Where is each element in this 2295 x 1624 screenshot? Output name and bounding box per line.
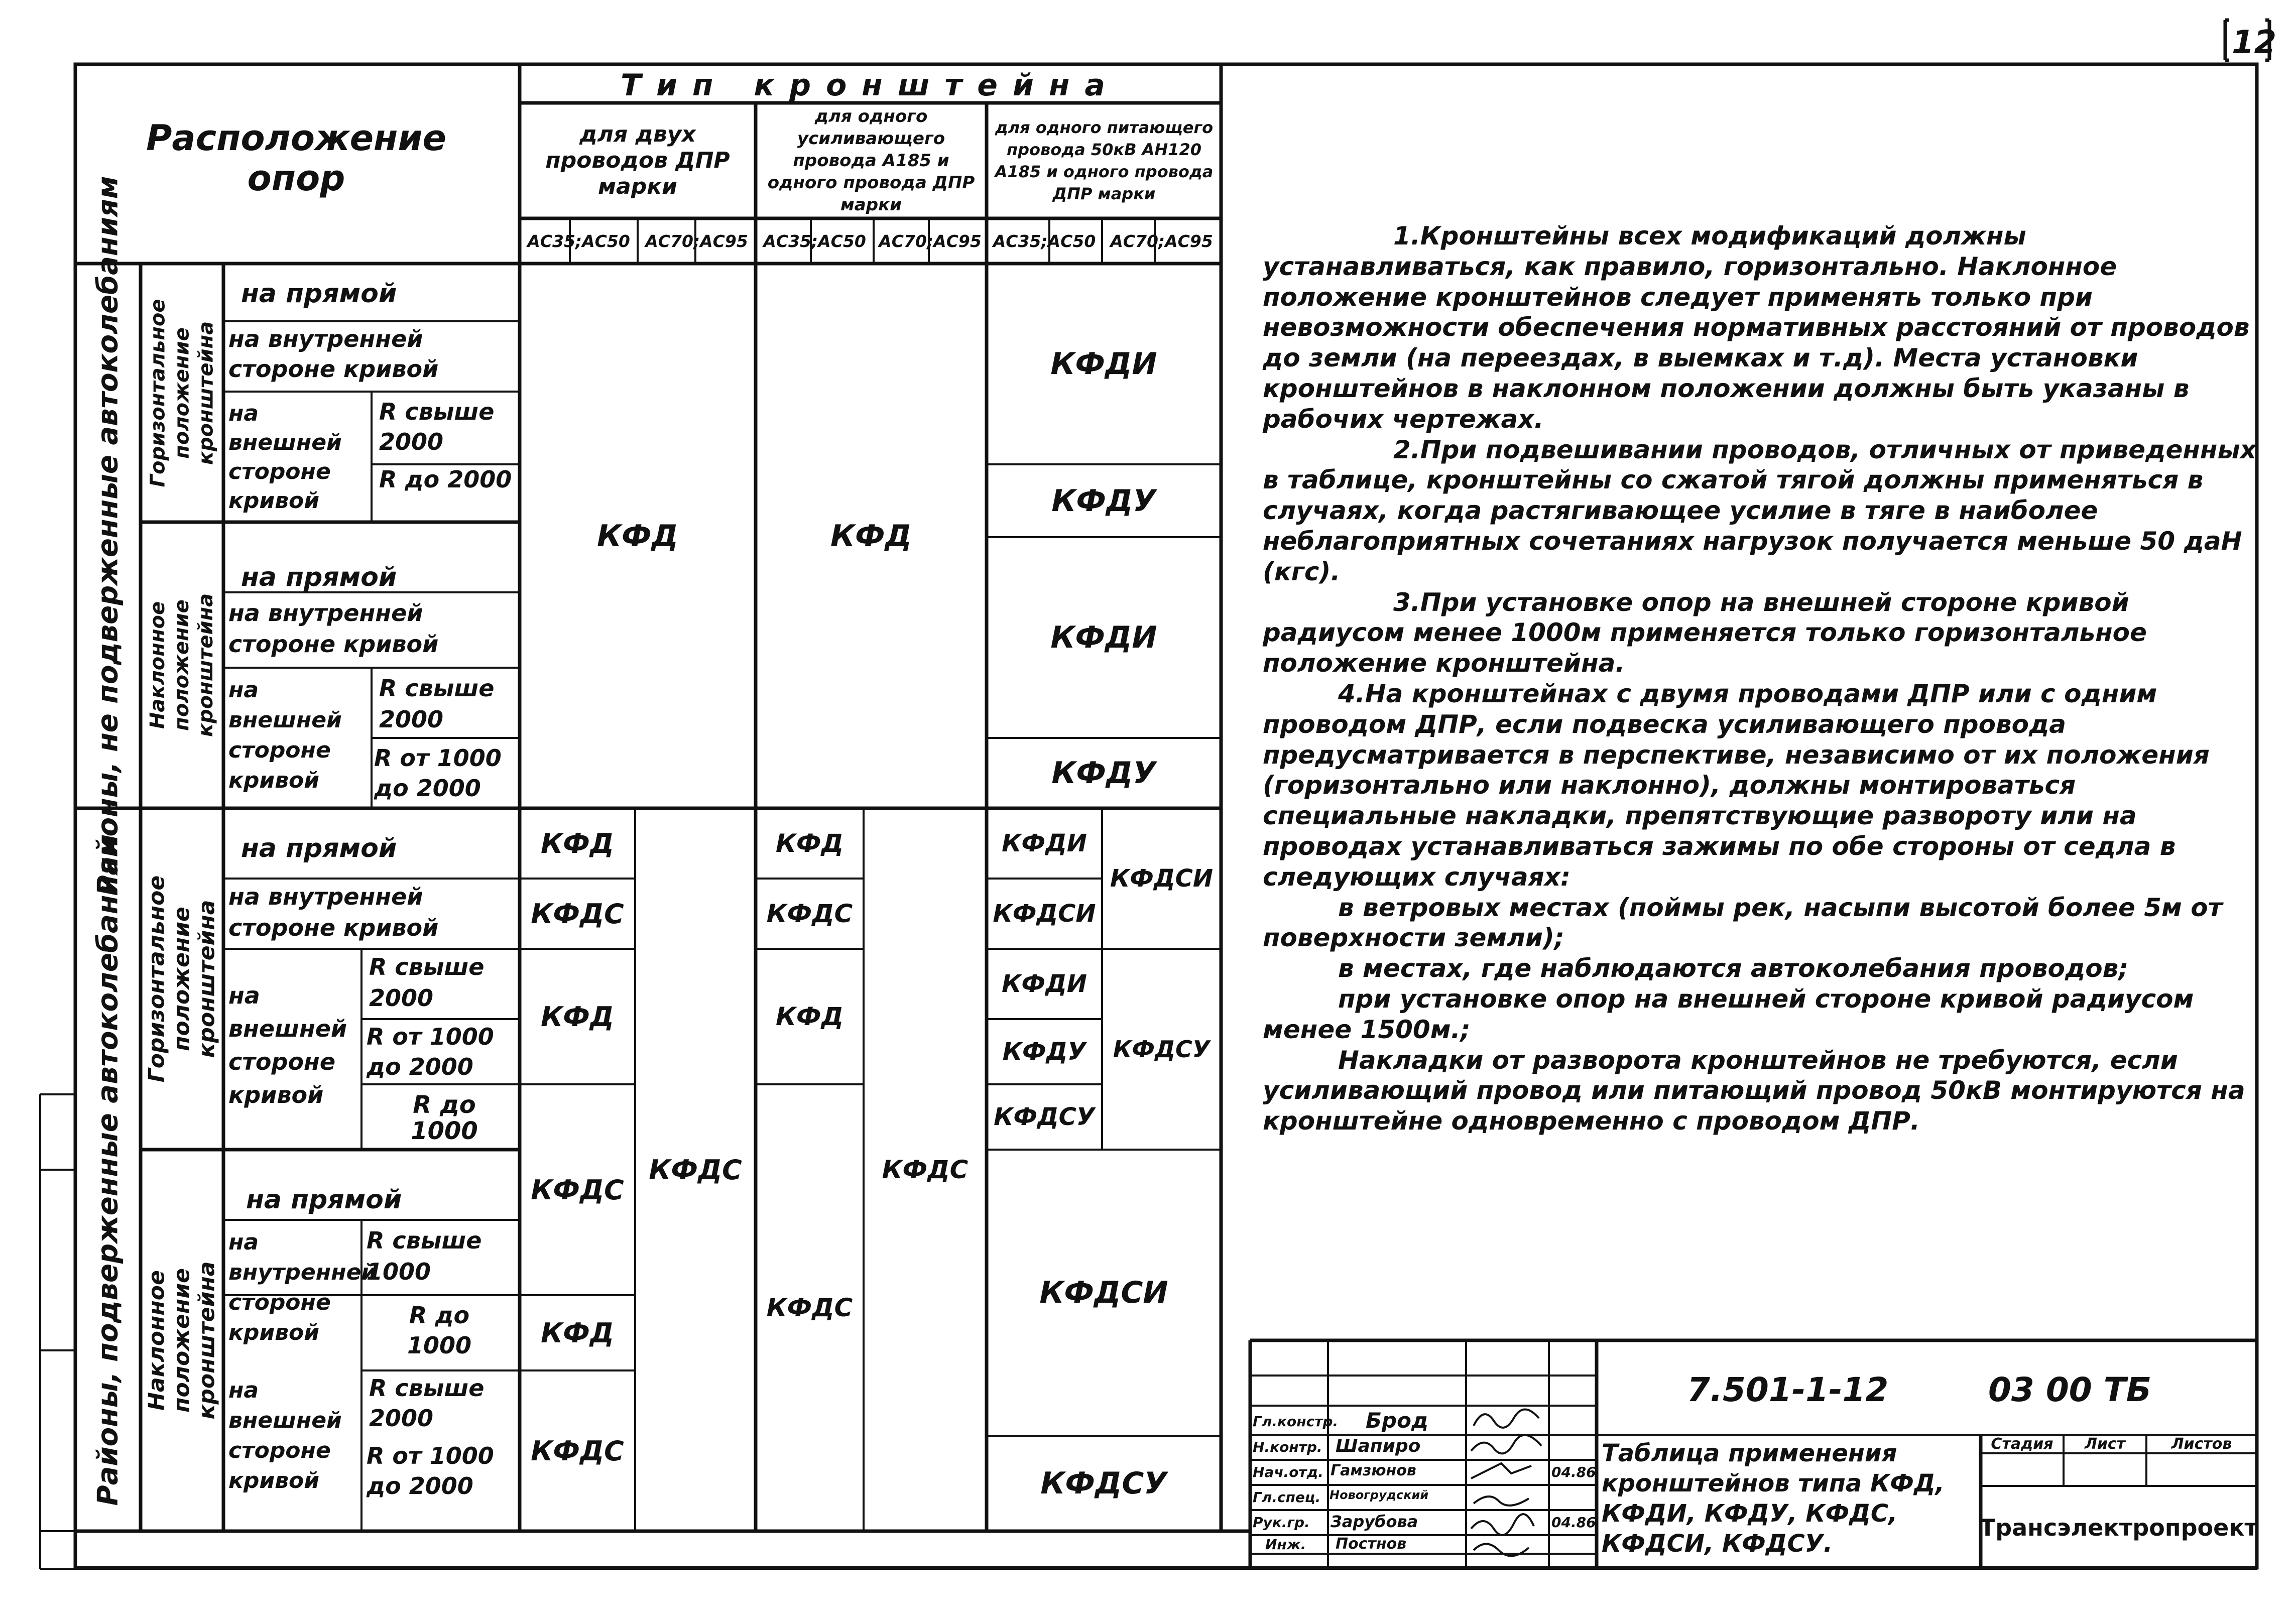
cell-code: КФДС	[766, 899, 853, 928]
horizontal-label: Горизонтальное положение кронштейна	[144, 875, 220, 1083]
cell-code: КФДИ	[1050, 346, 1157, 382]
wire-mark: АС35;АС50	[763, 231, 866, 251]
row-outer-curve: на внешней стороне кривой	[228, 1378, 342, 1493]
row-r-to-1000: R до 1000	[407, 1302, 472, 1359]
role: Рук.гр.	[1253, 1514, 1310, 1531]
col-group-feeding: для одного питающего провода 50кВ АН120 А185 и одного провода ДПР марки	[995, 118, 1214, 203]
horizontal-label: Горизонтальное положение кронштейна	[146, 299, 218, 487]
title-text: Таблица применения кронштейнов типа КФД, КФДИ, КФДУ, КФДС, КФДСИ, КФДСУ.	[1602, 1439, 1945, 1558]
row-outer-curve: на внешней стороне кривой	[228, 401, 342, 514]
person-name: Зарубова	[1331, 1512, 1418, 1531]
row-r-to-1000: R до 1000	[411, 1091, 478, 1145]
row-outer-curve: на внешней стороне кривой	[228, 677, 342, 793]
cell-code: КФД	[541, 1317, 614, 1349]
note: при установке опор на внешней стороне кривой радиусом менее 1500м.;	[1263, 984, 2194, 1044]
row-straight: на прямой	[241, 279, 397, 309]
row-r-over-1000: R свыше 1000	[367, 1227, 482, 1285]
zone-oscillation-label: Районы, подверженные автоколебаниям	[91, 834, 125, 1506]
note: 4.На кронштейнах с двумя проводами ДПР или с одним проводом ДПР, если подвеска усиливающего провода предусматривается в перспективе, независимо от их положения (горизонтально или наклонно), должны монтироваться специальные накладки, препятствующие развороту или на проводах устанавливаться зажимы по обе стороны от седла в следующих случаях:	[1263, 679, 2210, 892]
cell-code: КФД	[597, 518, 678, 554]
sheets-label: Листов	[2171, 1435, 2232, 1453]
row-inner-curve: на внутренней стороне кривой	[228, 883, 439, 941]
cell-code: КФДИ	[1050, 620, 1157, 655]
col-group-two-dpr: для двух проводов ДПР марки	[545, 121, 730, 199]
wire-mark: АС35;АС50	[993, 231, 1096, 251]
note: 2.При подвешивании проводов, отличных от приведенных в таблице, кронштейны со сжатой тягой должны применяться в случаях, когда растягивающее усилие в тяге в наиболее неблагоприятных сочетаниях нагрузок получается меньше 50 даН (кгс).	[1263, 435, 2256, 586]
cell-code: КФДИ	[1002, 970, 1087, 998]
row-r-to-2000: R до 2000	[379, 466, 512, 493]
inclined-label: Наклонное положение кронштейна	[146, 593, 218, 737]
organization: Трансэлектропроект	[1979, 1514, 2258, 1541]
wire-mark: АС35;АС50	[527, 231, 630, 251]
cell-code: КФДУ	[1002, 1038, 1086, 1066]
cell-code: КФДСИ	[1039, 1275, 1168, 1310]
cell-code: КФД	[776, 1002, 843, 1031]
wire-mark: АС70;АС95	[1110, 231, 1213, 251]
note: 3.При установке опор на внешней стороне кривой радиусом менее 1000м применяется только горизонтальное положение кронштейна.	[1263, 587, 2147, 678]
row-r-1000-2000: R от 1000 до 2000	[367, 1442, 494, 1500]
row-r-over-2000: R свыше 2000	[379, 675, 495, 733]
cell-code: КФД	[541, 1001, 614, 1033]
inclined-label: Наклонное положение кронштейна	[144, 1261, 220, 1420]
row-straight: на прямой	[241, 562, 397, 592]
role: Гл.спец.	[1253, 1489, 1321, 1506]
cell-code: КФДСУ	[994, 1103, 1095, 1131]
row-straight: на прямой	[241, 833, 397, 863]
cell-code: КФДИ	[1002, 829, 1087, 857]
col-group-reinforcing: для одного усиливающего провода А185 и одного провода ДПР марки	[767, 106, 975, 215]
wire-mark: АС70;АС95	[645, 231, 748, 251]
note: в ветровых местах (поймы рек, насыпи высотой более 5м от поверхности земли);	[1263, 893, 2223, 953]
note: 1.Кронштейны всех модификаций должны устанавливаться, как правило, горизонтально. Наклонное положение кронштейнов следует применять только при невозможности обеспечения нормативных расстояний от проводов до земли (на переездах, в выемках и т.д). Места установки кронштейнов в наклонном положении должны быть указаны в рабочих чертежах.	[1263, 221, 2250, 434]
row-inner-curve: на внутренней стороне кривой	[228, 599, 439, 658]
row-r-over-2000: R свыше 2000	[369, 953, 485, 1012]
page-number: 12	[2232, 24, 2277, 61]
row-r-1000-2000: R от 1000 до 2000	[367, 1023, 494, 1080]
sheet-code: 03 00 ТБ	[1988, 1370, 2151, 1409]
cell-code: КФДС	[766, 1293, 853, 1322]
sheet-label: Лист	[2084, 1435, 2126, 1453]
stage-label: Стадия	[1991, 1435, 2054, 1453]
role: Инж.	[1265, 1536, 1306, 1553]
cell-code: КФДСУ	[1113, 1036, 1211, 1063]
type-title: Тип кронштейна	[621, 68, 1120, 103]
cell-code: КФДС	[882, 1155, 969, 1184]
cell-code: КФДСИ	[993, 900, 1096, 928]
person-name: Шапиро	[1336, 1436, 1421, 1456]
wire-mark: АС70;АС95	[879, 231, 982, 251]
doc-code: 7.501-1-12	[1687, 1370, 1889, 1409]
zone-no-oscillation-label: Районы, не подверженные автоколебаниям	[91, 176, 125, 896]
location-title: Расположение опор	[146, 117, 446, 199]
cell-code: КФДУ	[1051, 756, 1156, 791]
row-r-over-2000: R свыше 2000	[369, 1375, 485, 1432]
person-name: Новогрудский	[1330, 1488, 1429, 1502]
note: Накладки от разворота кронштейнов не требуются, если усиливающий провод или питающий провод 50кВ монтируются на кронштейне одновременно с проводом ДПР.	[1263, 1045, 2245, 1136]
cell-code: КФДУ	[1051, 483, 1156, 519]
cell-code: КФДС	[649, 1154, 742, 1186]
role: Гл.констр.	[1253, 1413, 1339, 1430]
row-inner-curve-short: на внутренней стороне кривой	[228, 1229, 377, 1345]
person-name: Постнов	[1336, 1535, 1407, 1553]
cell-code: КФД	[541, 827, 614, 859]
cell-code: КФДСИ	[1110, 864, 1213, 893]
cell-code: КФД	[830, 518, 912, 554]
row-r-over-2000: R свыше 2000	[379, 398, 495, 455]
cell-code: КФДС	[531, 1174, 624, 1206]
person-name: Гамзюнов	[1331, 1462, 1416, 1479]
row-r-1000-2000: R от 1000 до 2000	[374, 744, 502, 802]
role: Нач.отд.	[1253, 1464, 1323, 1480]
cell-code: КФДС	[531, 898, 624, 930]
role: Н.контр.	[1253, 1439, 1322, 1455]
cell-code: КФДС	[531, 1435, 624, 1467]
row-straight: на прямой	[246, 1185, 402, 1215]
cell-code: КФДСУ	[1040, 1466, 1167, 1501]
date: 04.86	[1551, 1514, 1596, 1531]
row-inner-curve: на внутренней стороне кривой	[228, 325, 439, 383]
person-name: Брод	[1366, 1408, 1428, 1433]
row-outer-curve: на внешней стороне кривой	[228, 982, 347, 1108]
note: в местах, где наблюдаются автоколебания проводов;	[1338, 954, 2129, 983]
cell-code: КФД	[776, 829, 843, 858]
date: 04.86	[1551, 1464, 1596, 1480]
